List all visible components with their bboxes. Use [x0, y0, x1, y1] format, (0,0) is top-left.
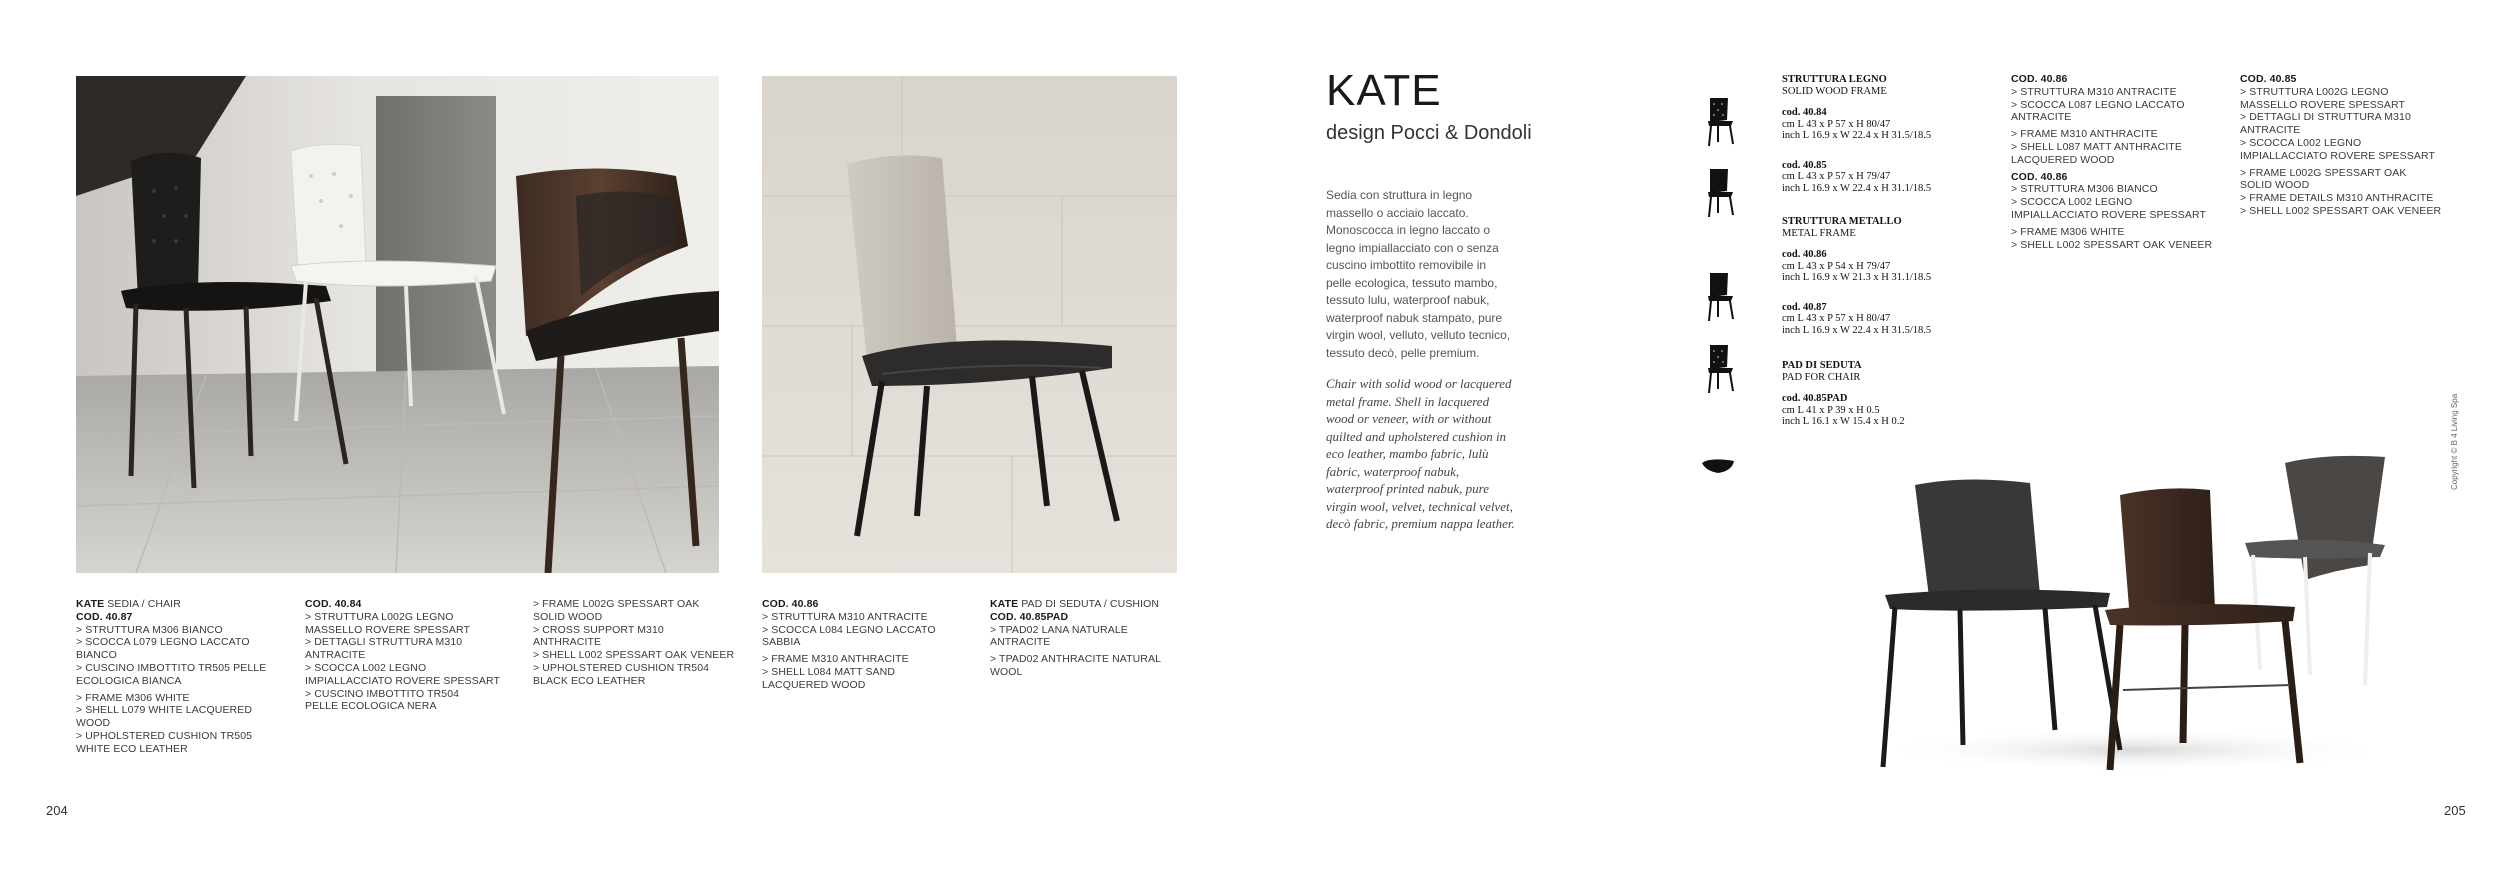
caption-text: IMPIALLACCIATO ROVERE SPESSART — [2011, 208, 2206, 221]
plain-chair-icon — [1708, 169, 1733, 217]
caption-text: SOLID WOOD — [2240, 179, 2310, 192]
caption-text: > SCOCCA L002 LEGNO — [2011, 196, 2133, 209]
spec-code: cod. 40.85PAD — [1782, 393, 1848, 404]
caption-text: > UPHOLSTERED CUSHION TR504 — [533, 661, 710, 674]
caption-line — [2240, 124, 2450, 137]
caption-text: WHITE ECO LEATHER — [76, 742, 188, 755]
caption-line — [2011, 73, 2221, 86]
caption-text: > FRAME M310 ANTHRACITE — [2011, 128, 2158, 141]
spec-inch: inch L 16.9 x W 22.4 x H 31.5/18.5 — [1782, 130, 1932, 141]
caption-text: > CUSCINO IMBOTTITO TR505 PELLE — [76, 661, 267, 674]
caption-text: > SHELL L002 SPESSART OAK VENEER — [2011, 238, 2213, 251]
spec-header — [1782, 74, 1982, 97]
caption-text: ECOLOGICA BIANCA — [76, 674, 182, 687]
caption-text: > SHELL L084 MATT SAND — [762, 665, 896, 678]
caption-line — [305, 662, 520, 675]
spec-item — [1782, 107, 1982, 142]
caption-text: > CUSCINO IMBOTTITO TR504 — [305, 687, 460, 700]
caption-line — [2011, 209, 2221, 222]
quilted-chair-icon — [1708, 345, 1733, 393]
caption-line — [2011, 239, 2221, 252]
caption-line — [2011, 111, 2221, 124]
caption-line — [2240, 86, 2450, 99]
spec-header-en: PAD FOR CHAIR — [1782, 371, 1861, 383]
caption-text: WOOD — [76, 717, 111, 730]
caption-line — [762, 666, 972, 679]
caption-text: > SCOCCA L084 LEGNO LACCATO — [762, 623, 936, 636]
page-number-right: 205 — [2444, 803, 2466, 818]
caption-line — [2240, 150, 2450, 163]
caption-line — [533, 624, 748, 637]
spec-code: cod. 40.87 — [1782, 301, 1827, 313]
caption-bold: COD. 40.85PAD — [990, 610, 1069, 623]
caption-text: ANTHRACITE — [533, 636, 602, 649]
caption-line — [305, 675, 520, 688]
caption-text: PELLE ECOLOGICA NERA — [305, 700, 437, 713]
caption-text: BLACK ECO LEATHER — [533, 674, 646, 687]
three-chairs-illustration — [1865, 445, 2395, 775]
caption-line — [2011, 171, 2221, 184]
caption-line — [2240, 205, 2450, 218]
caption-text: IMPIALLACCIATO ROVERE SPESSART — [2240, 149, 2435, 162]
caption-bold: COD. 40.86 — [2011, 170, 2068, 183]
caption-line — [2011, 128, 2221, 141]
caption-text: SABBIA — [762, 636, 801, 649]
caption-bold: KATE — [76, 598, 105, 610]
caption-text: > SHELL L002 SPESSART OAK VENEER — [533, 649, 735, 662]
spec-inch: inch L 16.1 x W 15.4 x H 0.2 — [1782, 416, 1905, 427]
caption-line — [76, 649, 286, 662]
caption-cod-4086 — [762, 598, 972, 692]
caption-line — [305, 700, 520, 713]
caption-line — [76, 611, 286, 624]
caption-line — [762, 653, 972, 666]
caption-line — [2011, 154, 2221, 167]
caption-text: WOOL — [990, 665, 1023, 678]
caption-text: ANTRACITE — [990, 636, 1051, 649]
caption-line — [762, 611, 972, 624]
caption-text: > FRAME L002G SPESSART OAK — [533, 598, 700, 610]
spec-inch: inch L 16.9 x W 22.4 x H 31.5/18.5 — [1782, 324, 1932, 336]
caption-line — [76, 704, 286, 717]
caption-text: > TPAD02 LANA NATURALE — [990, 623, 1128, 636]
spec-inch: inch L 16.9 x W 21.3 x H 31.1/18.5 — [1782, 272, 1932, 283]
caption-text: > SHELL L087 MATT ANTHRACITE — [2011, 140, 2182, 153]
caption-line — [2011, 86, 2221, 99]
caption-text: SEDIA / CHAIR — [104, 598, 181, 610]
chair-icons — [1700, 95, 1736, 495]
caption-line — [533, 611, 748, 624]
caption-text: MASSELLO ROVERE SPESSART — [305, 623, 471, 636]
spec-cm: cm L 43 x P 54 x H 79/47 — [1782, 260, 1891, 272]
photo-kate-single-chair — [762, 76, 1177, 573]
caption-line — [76, 717, 286, 730]
caption-text: > STRUTTURA M310 ANTRACITE — [2011, 85, 2177, 98]
spec-header-it: STRUTTURA METALLO — [1782, 216, 1902, 227]
spec-inch: inch L 16.9 x W 22.4 x H 31.1/18.5 — [1782, 182, 1932, 194]
quilted-chair-icon — [1708, 98, 1733, 146]
caption-line — [990, 653, 1200, 666]
caption-text: > FRAME M306 WHITE — [2011, 225, 2125, 238]
caption-line — [305, 649, 520, 662]
caption-text: > SCOCCA L002 LEGNO — [2240, 136, 2362, 149]
caption-text: > SCOCCA L079 LEGNO LACCATO — [76, 636, 250, 649]
caption-text: LACQUERED WOOD — [762, 678, 866, 691]
caption-text: > SHELL L079 WHITE LACQUERED — [76, 704, 253, 717]
caption-line — [990, 624, 1200, 637]
caption-line — [76, 675, 286, 688]
caption-text: BIANCO — [76, 649, 117, 662]
finish-col-1 — [2011, 73, 2221, 251]
caption-line — [533, 649, 748, 662]
description-italian: Sedia con struttura in legno massello o acciaio laccato. Monoscocca in legno laccato o legno impiallacciato con o senza cuscino imbottito removibile in pelle ecologica, tessuto mambo, tessuto lulu, waterproof nabuk, waterproof nabuk stampato, pure virgin wool, velluto, velluto tecnico, tessuto decò, pelle premium. — [1326, 188, 1511, 360]
caption-line — [2240, 179, 2450, 192]
caption-text: > FRAME M306 WHITE — [76, 691, 190, 704]
caption-text: SOLID WOOD — [533, 610, 603, 623]
caption-text: > DETTAGLI STRUTTURA M310 — [305, 636, 463, 649]
caption-line — [76, 636, 286, 649]
spec-item — [1782, 302, 1982, 337]
caption-bold: COD. 40.87 — [76, 610, 133, 623]
plain-chair-icon — [1708, 273, 1733, 321]
spec-item — [1782, 249, 1982, 284]
caption-line — [2011, 196, 2221, 209]
caption-line — [533, 598, 748, 611]
caption-text: > STRUTTURA L002G LEGNO — [305, 610, 454, 623]
caption-line — [76, 730, 286, 743]
caption-line — [76, 598, 286, 611]
caption-cod-4084-en — [533, 598, 748, 688]
caption-line — [2011, 141, 2221, 154]
caption-line — [2011, 183, 2221, 196]
caption-bold: COD. 40.84 — [305, 598, 362, 610]
spec-item — [1782, 160, 1982, 195]
caption-line — [305, 688, 520, 701]
spec-header-it: PAD DI SEDUTA — [1782, 360, 1862, 371]
caption-text: > SHELL L002 SPESSART OAK VENEER — [2240, 204, 2442, 217]
caption-line — [762, 624, 972, 637]
caption-line — [762, 598, 972, 611]
caption-bold: COD. 40.85 — [2240, 73, 2297, 85]
caption-text: > SCOCCA L087 LEGNO LACCATO — [2011, 98, 2185, 111]
caption-line — [2240, 111, 2450, 124]
caption-bold: COD. 40.86 — [2011, 73, 2068, 85]
spec-cm: cm L 43 x P 57 x H 79/47 — [1782, 171, 1891, 182]
room-illustration — [76, 76, 719, 573]
caption-line — [76, 692, 286, 705]
seat-pad-icon — [1702, 459, 1734, 473]
caption-text: > DETTAGLI DI STRUTTURA M310 — [2240, 111, 2411, 124]
caption-line — [990, 598, 1200, 611]
spec-cm: cm L 43 x P 57 x H 80/47 — [1782, 118, 1891, 130]
caption-line — [305, 598, 520, 611]
caption-text: > TPAD02 ANTHRACITE NATURAL — [990, 653, 1162, 666]
caption-text: ANTRACITE — [2240, 124, 2301, 137]
caption-line — [990, 666, 1200, 679]
caption-line — [533, 675, 748, 688]
finish-col-2 — [2240, 73, 2450, 218]
caption-line — [76, 624, 286, 637]
caption-bold: KATE — [990, 598, 1019, 610]
caption-line — [533, 662, 748, 675]
spec-item — [1782, 393, 1982, 428]
caption-line — [2011, 99, 2221, 112]
product-designer: design Pocci & Dondoli — [1326, 122, 1532, 144]
caption-line — [305, 611, 520, 624]
caption-cod-4084 — [305, 598, 520, 713]
caption-line — [533, 636, 748, 649]
spec-header-en: METAL FRAME — [1782, 227, 1856, 239]
caption-line — [990, 611, 1200, 624]
spec-list — [1782, 74, 1982, 446]
spec-cm: cm L 41 x P 39 x H 0.5 — [1782, 404, 1880, 416]
caption-text: > FRAME DETAILS M310 ANTHRACITE — [2240, 192, 2434, 205]
caption-text: MASSELLO ROVERE SPESSART — [2240, 98, 2406, 111]
caption-line — [762, 679, 972, 692]
caption-text: > STRUTTURA M306 BIANCO — [2011, 183, 2158, 196]
caption-line — [2240, 192, 2450, 205]
spec-header-it: STRUTTURA LEGNO — [1782, 74, 1887, 85]
spec-header — [1782, 216, 1982, 239]
caption-text: > SCOCCA L002 LEGNO — [305, 661, 427, 674]
spec-header — [1782, 360, 1982, 383]
description-english: Chair with solid wood or lacquered metal frame. Shell in lacquered wood or veneer, with or without quilted and upholstered cushion in eco leather, mambo fabric, lulù fabric, waterproof nabuk, waterproof printed nabuk, pure virgin wool, velvet, technical velvet, decò fabric, premium nappa leather. — [1326, 376, 1515, 531]
spec-code: cod. 40.86 — [1782, 249, 1827, 260]
page-number-left: 204 — [46, 803, 68, 818]
caption-text: > FRAME M310 ANTHRACITE — [762, 653, 909, 666]
photo-kate-chairs-room — [76, 76, 719, 573]
photo-kate-three-chairs — [1865, 445, 2395, 775]
caption-text: > STRUTTURA M306 BIANCO — [76, 623, 223, 636]
caption-text: ANTRACITE — [305, 649, 366, 662]
caption-text: LACQUERED WOOD — [2011, 153, 2115, 166]
single-chair-illustration — [762, 76, 1177, 573]
caption-line — [2240, 99, 2450, 112]
spec-cm: cm L 43 x P 57 x H 80/47 — [1782, 313, 1891, 324]
caption-text: > UPHOLSTERED CUSHION TR505 — [76, 729, 253, 742]
caption-text: IMPIALLACCIATO ROVERE SPESSART — [305, 674, 500, 687]
caption-line — [76, 743, 286, 756]
caption-line — [305, 624, 520, 637]
caption-bold: COD. 40.86 — [762, 598, 819, 610]
caption-line — [762, 636, 972, 649]
caption-line — [305, 636, 520, 649]
caption-text: > STRUTTURA L002G LEGNO — [2240, 85, 2389, 98]
caption-text: PAD DI SEDUTA / CUSHION — [1018, 598, 1160, 610]
caption-line — [990, 636, 1200, 649]
spec-icons — [1700, 95, 1736, 495]
caption-line — [2240, 167, 2450, 180]
copyright-text: Copyright © B 4 Living Spa — [2450, 393, 2459, 490]
caption-kate-chair — [76, 598, 286, 756]
caption-line — [76, 662, 286, 675]
caption-line — [2011, 226, 2221, 239]
caption-line — [2240, 137, 2450, 150]
spec-code: cod. 40.85 — [1782, 159, 1827, 171]
spec-header-en: SOLID WOOD FRAME — [1782, 85, 1887, 97]
caption-text: > STRUTTURA M310 ANTRACITE — [762, 610, 928, 623]
product-title: KATE — [1326, 66, 1442, 115]
caption-text: ANTRACITE — [2011, 111, 2072, 124]
spec-code: cod. 40.84 — [1782, 107, 1827, 118]
caption-line — [2240, 73, 2450, 86]
caption-text: > CROSS SUPPORT M310 — [533, 623, 664, 636]
caption-text: > FRAME L002G SPESSART OAK — [2240, 166, 2407, 179]
caption-kate-pad — [990, 598, 1200, 679]
